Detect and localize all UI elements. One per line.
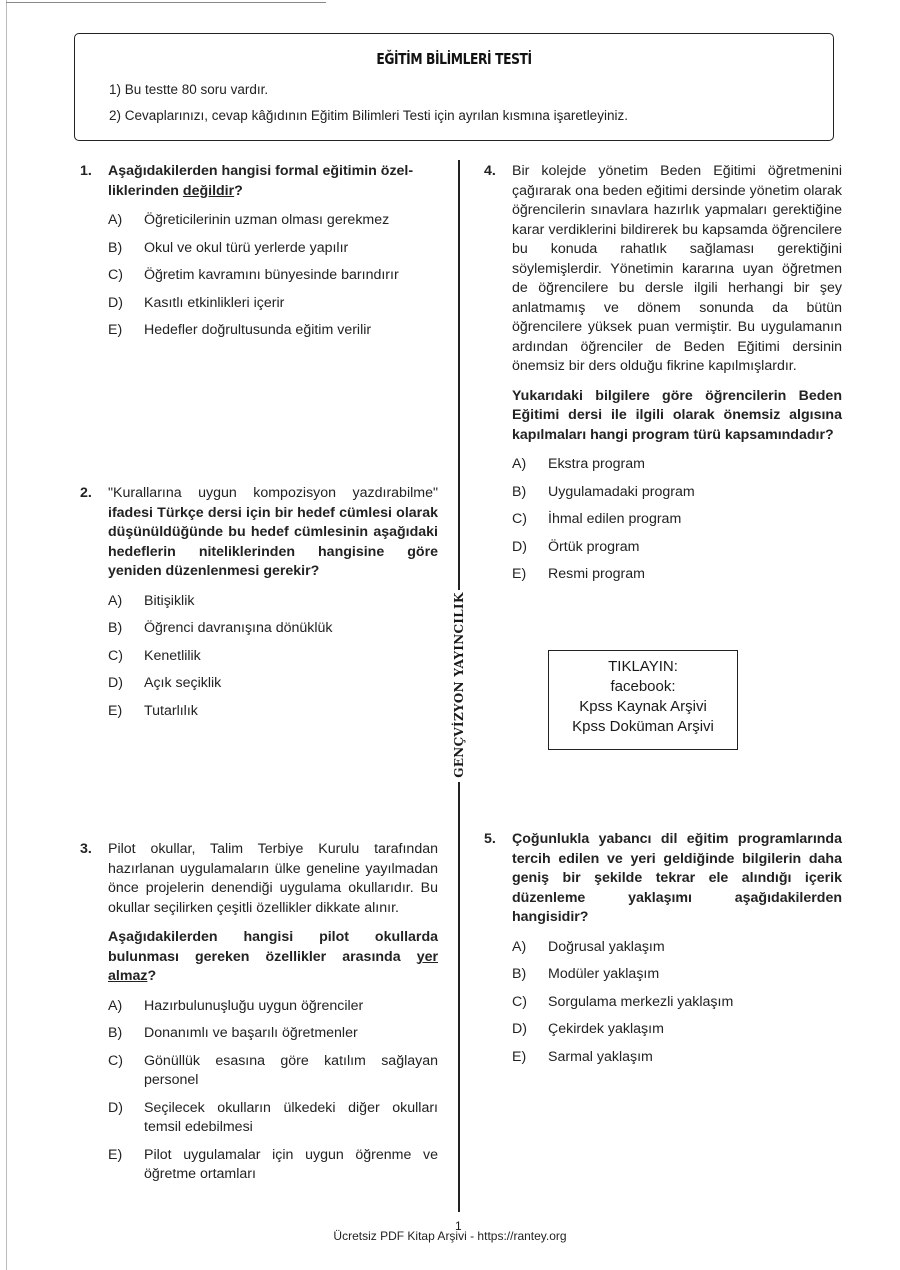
option-d[interactable]: D) Açık seçiklik [108,675,222,691]
option-d[interactable]: D) Kasıtlı etkinlikleri içerir [108,294,285,311]
page-number: 1 [455,1219,462,1233]
option-e[interactable]: E) Resmi program [512,566,645,582]
option-a[interactable]: A) Hazırbulunuşluğu uygun öğrenciler [108,997,364,1014]
test-title: EĞİTİM BİLİMLERİ TESTİ [376,50,532,68]
option-d[interactable]: D) Seçilecek okulların ülkedeki diğer okulları temsil edebilmesi [108,1099,438,1135]
option-b[interactable]: B) Modüler yaklaşım [512,966,660,982]
option-c[interactable]: C) Sorgulama merkezli yaklaşım [512,993,734,1010]
option-c[interactable]: C) Kenetlilik [108,647,201,664]
option-c[interactable]: C) Gönüllük esasına göre katılım sağlayan personel [108,1052,438,1088]
facebook-archive-box[interactable] [548,650,738,750]
question-number: 1. [80,163,92,179]
instruction-1: 1) Bu testte 80 soru vardır. [109,82,269,97]
question-stem: Çoğunlukla yabancı dil eğitim programlarında tercih edilen ve yeri geldiğinde bilgilerin daha geniş bir şekilde tekrar ele alındığı içerik düzenleme yaklaşımı aşağıdakilerden hangisidir? [512,831,842,925]
ad-line-source-archive: Kpss Kaynak Arşivi [579,698,707,715]
question-intro: Pilot okullar, Talim Terbiye Kurulu tarafından hazırlanan uygulamaların ülke geneline yayılmadan önce projelerin denendiği uygulama okullarıdır. Bu okullar seçilirken çeşitli özellikler dikkate alınır. [108,841,438,916]
question-stem: Aşağıdakilerden hangisi pilot okullarda bulunması gereken özellikler arasında yer almaz? [108,929,438,984]
test-header-box [74,33,834,141]
option-c[interactable]: C) Öğretim kavramını bünyesinde barındırır [108,267,399,283]
question-number: 5. [484,831,496,847]
option-b[interactable]: B) Öğrenci davranışına dönüklük [108,620,333,636]
option-e[interactable]: E) Sarmal yaklaşım [512,1048,653,1065]
footer-link[interactable]: Ücretsiz PDF Kitap Arşivi - https://rantey.org [333,1229,567,1243]
column-divider-bottom [458,782,460,1212]
option-a[interactable]: A) Öğreticilerinin uzman olması gerekmez [108,212,390,228]
question-stem: "Kurallarına uygun kompozisyon yazdırabilme" ifadesi Türkçe dersi için bir hedef cümlesi olarak düşünüldüğünde bu hedef cümlesinin aşağıdaki hedeflerin niteliklerinden hangisine göre yeniden düzenlenmesi gerekir? [108,485,438,579]
negation-underline: değildir [182,182,235,199]
ad-line-facebook: facebook: [610,678,676,695]
option-d[interactable]: D) Örtük program [512,538,640,555]
option-c[interactable]: C) İhmal edilen program [512,511,682,527]
page-edge-top-line [6,2,326,3]
option-a[interactable]: A) Ekstra program [512,456,645,472]
publisher-vertical-label [447,590,471,780]
ad-line-document-archive: Kpss Doküman Arşivi [572,718,714,735]
question-intro: Bir kolejde yönetim Beden Eğitimi öğretmenini çağırarak ona beden eğitimi dersinde yönetim olarak öğrencilerin sınavlara hazırlık yapmaları gerektiğine karar verdiklerini bildirerek bu kapsamda öğrencilere bu konuda rahatlık sağlaması gerektiğini söylemişlerdir. Yönetimin kararına uyan öğretmen de öğrencilere bu dersle ilgili herhangi bir şey anlatmamış ve dönem sonunda da bütün öğrencilere yüksek puan vermiştir. Bu uygulamanın ardından öğrenciler de Beden Eğitimi dersinin önemsiz bir ders olduğu fikrine kapılmışlardır. [512,163,842,374]
option-e[interactable]: E) Tutarlılık [108,702,198,719]
instruction-2: 2) Cevaplarınızı, cevap kâğıdının Eğitim Bilimleri Testi için ayrılan kısmına işaretleyiniz. [109,108,628,123]
option-a[interactable]: A) Bitişiklik [108,592,195,609]
column-divider-top [458,160,460,590]
option-e[interactable]: E) Hedefler doğrultusunda eğitim verilir [108,322,372,338]
negation-underline: yer almaz [108,948,438,984]
question-stem: Aşağıdakilerden hangisi formal eğitimin özel- liklerinden değildir? [108,163,414,199]
option-d[interactable]: D) Çekirdek yaklaşım [512,1021,664,1037]
question-number: 2. [80,485,92,501]
question-number: 3. [80,841,92,857]
option-b[interactable]: B) Uygulamadaki program [512,483,695,500]
ad-line-click: TIKLAYIN: [608,658,678,675]
option-b[interactable]: B) Donanımlı ve başarılı öğretmenler [108,1025,358,1041]
option-b[interactable]: B) Okul ve okul türü yerlerde yapılır [108,239,349,256]
option-a[interactable]: A) Doğrusal yaklaşım [512,938,665,955]
option-e[interactable]: E) Pilot uygulamalar için uygun öğrenme ve öğretme ortamları [108,1146,438,1182]
page-edge-line [6,0,7,1270]
question-stem: Yukarıdaki bilgilere göre öğrencilerin Beden Eğitimi dersi ile ilgili olarak önemsiz algısına kapılmaları hangi program türü kapsamındadır? [512,387,842,443]
question-number: 4. [484,163,496,179]
publisher-text: GENÇVİZYON YAYINCILIK [452,592,466,778]
